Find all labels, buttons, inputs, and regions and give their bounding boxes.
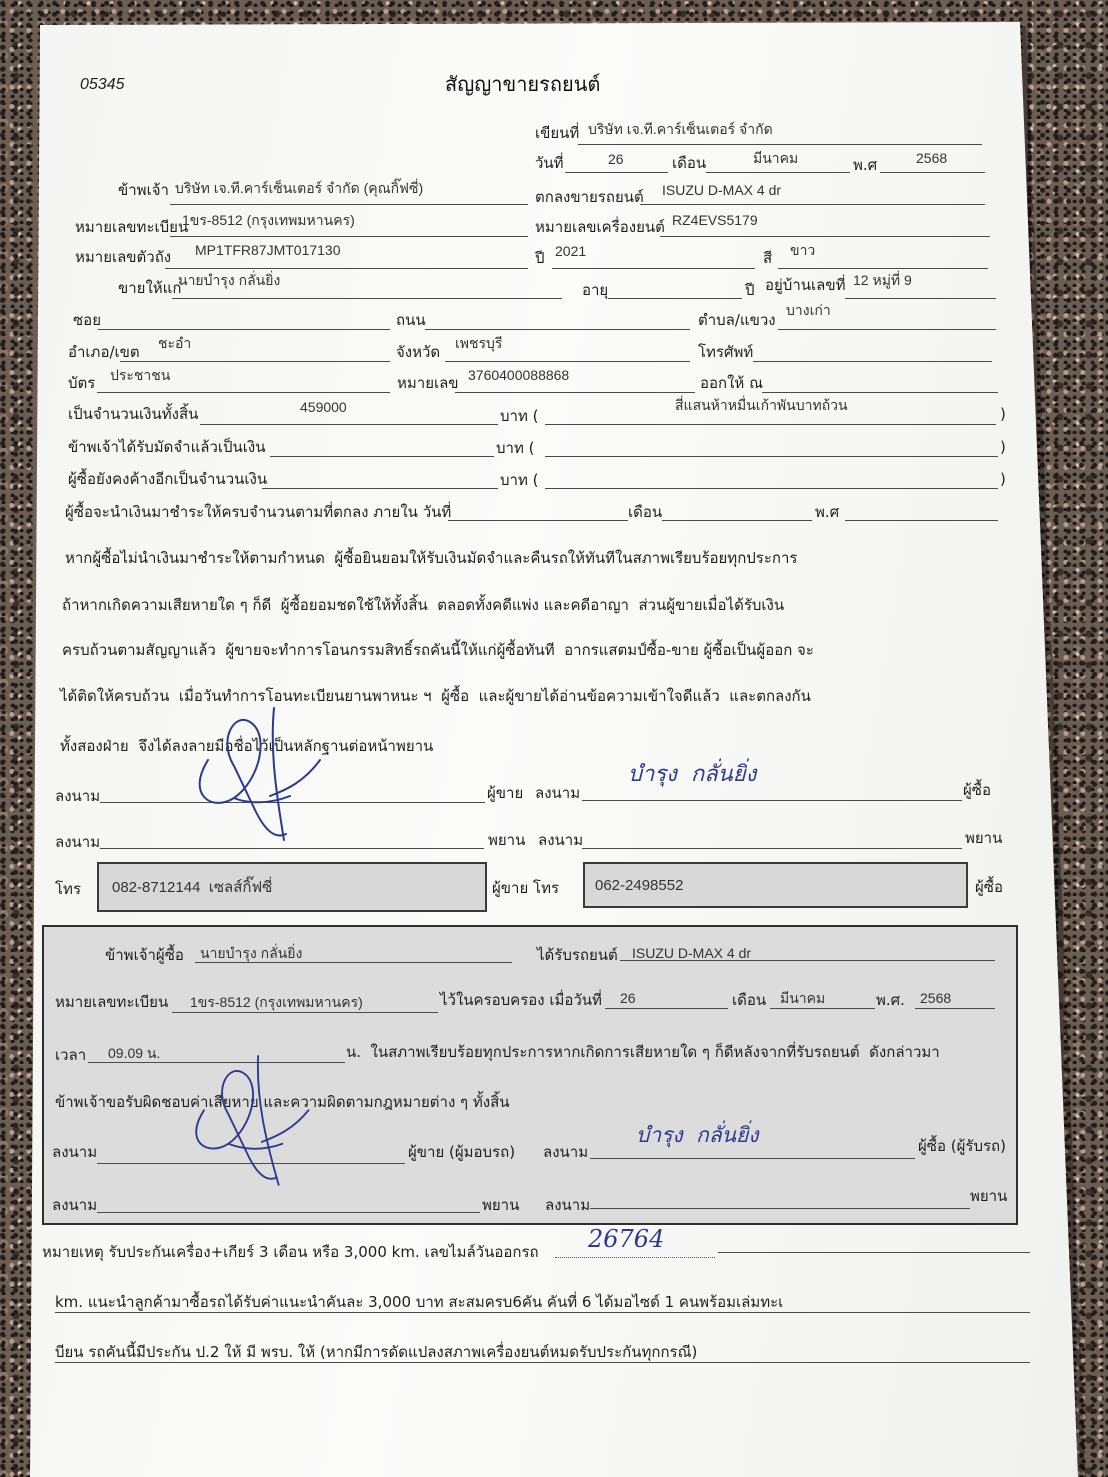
written-at-value: บริษัท เจ.ที.คาร์เซ็นเตอร์ จำกัด bbox=[588, 121, 773, 137]
terms-line: ทั้งสองฝ่าย จึงได้ลงลายมือชื่อไว้เป็นหลักฐานต่อหน้าพยาน bbox=[60, 737, 434, 755]
sign-label: ลงนาม bbox=[52, 1196, 98, 1214]
fill-line bbox=[200, 424, 498, 425]
total-words-value: สี่แสนห้าหมื่นเก้าพันบาทถ้วน bbox=[675, 397, 848, 413]
fill-line bbox=[880, 172, 985, 173]
date-label: วันที่ bbox=[535, 154, 564, 172]
fill-line bbox=[608, 298, 742, 299]
buyer-value: นายบำรุง กลั่นยิ่ง bbox=[178, 272, 281, 288]
card-no-value: 3760400088868 bbox=[468, 367, 570, 383]
terms-line: ได้ติดให้ครบถ้วน เมื่อวันทำการโอนทะเบียนยานพาหนะ ฯ ผู้ซื้อ และผู้ขายได้อ่านข้อความเข้าใจดีแล้ว และตกลงกัน bbox=[60, 687, 811, 705]
mileage-value: 26764 bbox=[588, 1225, 665, 1253]
engine-label: หมายเลขเครื่องยนต์ bbox=[535, 218, 665, 236]
engine-value: RZ4EVS5179 bbox=[672, 212, 758, 228]
pay-month-label: เดือน bbox=[628, 503, 663, 521]
province-value: เพชรบุรี bbox=[455, 335, 503, 351]
fill-line bbox=[170, 204, 528, 205]
deposit-label: ข้าพเจ้าได้รับมัดจำแล้วเป็นเงิน bbox=[68, 438, 266, 456]
district-label: อำเภอ/เขต bbox=[68, 343, 140, 361]
receipt-seller-role: ผู้ขาย (ผู้มอบรถ) bbox=[408, 1143, 516, 1161]
seller-role: ผู้ขาย bbox=[487, 784, 524, 802]
receipt-plate-label: หมายเลขทะเบียน bbox=[55, 993, 169, 1011]
terms-line: หากผู้ซื้อไม่นำเงินมาชำระให้ตามกำหนด ผู้ซื้อยินยอมให้รับเงินมัดจำและคืนรถให้ทันทีในสภาพเรียบร้อยทุกประการ bbox=[65, 549, 798, 567]
witness-role: พยาน bbox=[970, 1187, 1008, 1205]
baht-open: บาท ( bbox=[496, 439, 535, 457]
seller-phone-value: 082-8712144 เซลส์กิ๊ฟซี่ bbox=[112, 879, 273, 896]
rule-line bbox=[718, 1252, 1030, 1253]
chassis-value: MP1TFR87JMT017130 bbox=[195, 242, 341, 258]
liability-text: ข้าพเจ้าขอรับผิดชอบค่าเสียหาย และความผิดตามกฎหมายต่าง ๆ ทั้งสิ้น bbox=[55, 1093, 510, 1111]
fill-line bbox=[552, 268, 755, 269]
note-line-2: km. แนะนำลูกค้ามาซื้อรถได้รับค่าแนะนำคันละ 3,000 บาท สะสมครบ6คัน คันที่ 6 ได้มอไซด์ 1 คนพร้อมเล่มทะเ bbox=[55, 1293, 784, 1311]
note-line-1: หมายเหตุ รับประกันเครื่อง+เกียร์ 3 เดือน หรือ 3,000 km. เลขไมล์วันออกรถ bbox=[42, 1243, 539, 1261]
document-number: 05345 bbox=[80, 76, 125, 93]
soi-label: ซอย bbox=[73, 311, 101, 329]
signature-stroke bbox=[196, 1056, 308, 1185]
car-year-value: 2021 bbox=[555, 243, 587, 259]
time-label: เวลา bbox=[55, 1046, 87, 1064]
receipt-buyer-role: ผู้ซื้อ (ผู้รับรถ) bbox=[918, 1137, 1006, 1155]
fill-line bbox=[660, 236, 990, 237]
note-line-3: บียน รถคันนี้มีประกัน ป.2 ให้ มี พรบ. ให้ (หากมีการดัดแปลงสภาพเครื่องยนต์หมดรับประกันทุกกรณี) bbox=[55, 1343, 698, 1361]
fill-line bbox=[770, 1008, 875, 1009]
fill-line bbox=[97, 392, 390, 393]
card-label: บัตร bbox=[68, 374, 96, 392]
card-type-value: ประชาชน bbox=[110, 367, 171, 383]
receipt-year-label: พ.ศ. bbox=[876, 991, 905, 1009]
fill-line bbox=[170, 236, 528, 237]
color-label: สี bbox=[763, 249, 773, 267]
issued-at-label: ออกให้ ณ bbox=[700, 374, 763, 392]
receipt-car-model: ISUZU D-MAX 4 dr bbox=[632, 945, 752, 961]
subdistrict-value: บางเก่า bbox=[786, 302, 831, 318]
buyer-signature: บำรุง กลั่นยิ่ง bbox=[628, 762, 757, 787]
fill-line bbox=[706, 172, 850, 173]
buyer-phone-value: 062-2498552 bbox=[595, 877, 684, 894]
fill-line bbox=[545, 424, 996, 425]
receipt-buyer-value: นายบำรุง กลั่นยิ่ง bbox=[200, 945, 303, 961]
subdistrict-label: ตำบล/แขวง bbox=[698, 311, 776, 329]
car-year-label: ปี bbox=[535, 249, 545, 267]
phone-label: โทรศัพท์ bbox=[698, 343, 754, 361]
witness-role: พยาน bbox=[965, 829, 1003, 847]
seller-label: ข้าพเจ้า bbox=[118, 181, 169, 199]
total-label: เป็นจำนวนเงินทั้งสิ้น bbox=[68, 405, 199, 423]
terms-line: ถ้าหากเกิดความเสียหายใด ๆ ก็ดี ผู้ซื้อยอมชดใช้ให้ทั้งสิ้น ตลอดทั้งคดีแพ่ง และคดีอาญา ส่วนผู้ขายเมื่อได้รับเงิน bbox=[62, 596, 785, 614]
sign-label: ลงนาม bbox=[538, 831, 584, 849]
close-paren: ) bbox=[1000, 405, 1006, 423]
written-at-label: เขียนที่ bbox=[535, 124, 580, 142]
receipt-day: 26 bbox=[620, 990, 636, 1006]
date-month: มีนาคม bbox=[753, 150, 799, 166]
sign-label: ลงนาม bbox=[535, 784, 581, 802]
date-year: 2568 bbox=[916, 150, 948, 166]
buyer-label: ขายให้แก่ bbox=[118, 279, 182, 297]
road-label: ถนน bbox=[396, 311, 426, 329]
color-value: ขาว bbox=[790, 242, 816, 258]
close-paren: ) bbox=[1000, 470, 1006, 488]
plate-label: หมายเลขทะเบียน bbox=[75, 218, 189, 236]
fill-line bbox=[172, 1012, 438, 1013]
close-paren: ) bbox=[1000, 438, 1006, 456]
signature-stroke bbox=[200, 708, 320, 840]
witness-role: พยาน bbox=[488, 831, 526, 849]
fill-line bbox=[762, 392, 998, 393]
baht-open: บาท ( bbox=[500, 407, 539, 425]
fill-line bbox=[545, 488, 998, 489]
fill-line bbox=[578, 144, 982, 145]
balance-label: ผู้ซื้อยังคงค้างอีกเป็นจำนวนเงิน bbox=[68, 470, 268, 488]
seller-signature bbox=[178, 700, 328, 845]
sign-label: ลงนาม bbox=[55, 833, 101, 851]
terms-line: ครบถ้วนตามสัญญาแล้ว ผู้ขายจะทำการโอนกรรมสิทธิ์รถคันนี้ให้แก่ผู้ซื้อทันที อากรแสตมป์ซื้อ-ขาย ผู้ซื้อเป็นผู้ออก จะ bbox=[62, 641, 814, 659]
fill-line bbox=[620, 960, 995, 961]
fill-line bbox=[845, 520, 998, 521]
fill-line bbox=[98, 329, 390, 330]
witness-role: พยาน bbox=[482, 1196, 520, 1214]
fill-line bbox=[172, 298, 562, 299]
receipt-seller-signature bbox=[176, 1050, 316, 1190]
fill-line bbox=[778, 268, 988, 269]
fill-line bbox=[605, 1008, 728, 1009]
receipt-month-label: เดือน bbox=[732, 991, 767, 1009]
buyer-role: ผู้ซื้อ bbox=[963, 781, 991, 799]
fill-line bbox=[425, 329, 690, 330]
fill-line bbox=[582, 848, 962, 849]
plate-value: 1ขร-8512 (กรุงเทพมหานคร) bbox=[182, 212, 355, 228]
month-label: เดือน bbox=[672, 154, 707, 172]
fill-line bbox=[565, 172, 668, 173]
fill-line bbox=[582, 800, 962, 801]
fill-line bbox=[97, 1212, 480, 1213]
fill-line bbox=[778, 329, 996, 330]
date-day: 26 bbox=[608, 151, 624, 167]
agree-sell-label: ตกลงขายรถยนต์ bbox=[535, 188, 644, 206]
sign-label: ลงนาม bbox=[52, 1143, 98, 1161]
rule-line bbox=[55, 1362, 1030, 1363]
fill-line bbox=[753, 361, 992, 362]
receipt-plate-value: 1ขร-8512 (กรุงเทพมหานคร) bbox=[190, 994, 363, 1010]
year-label: พ.ศ bbox=[853, 156, 878, 174]
fill-line bbox=[100, 848, 484, 849]
receipt-buyer-signature: บำรุง กลั่นยิ่ง bbox=[636, 1123, 759, 1147]
age-label: อายุ bbox=[582, 281, 609, 299]
tel-label: โทร bbox=[55, 880, 82, 898]
sign-label: ลงนาม bbox=[545, 1196, 591, 1214]
fill-line bbox=[915, 1008, 995, 1009]
pay-year-label: พ.ศ bbox=[815, 503, 840, 521]
sign-label: ลงนาม bbox=[543, 1143, 589, 1161]
receipt-month: มีนาคม bbox=[780, 990, 826, 1006]
time-value: 09.09 น. bbox=[108, 1045, 161, 1061]
fill-line bbox=[845, 298, 996, 299]
fill-line bbox=[448, 520, 628, 521]
fill-line bbox=[270, 456, 494, 457]
fill-line bbox=[590, 1208, 970, 1209]
fill-line bbox=[590, 1158, 915, 1159]
pay-by-label: ผู้ซื้อจะนำเงินมาชำระให้ครบจำนวนตามที่ตกลง ภายใน วันที่ bbox=[65, 503, 452, 521]
fill-line bbox=[165, 268, 528, 269]
age-unit: ปี bbox=[745, 281, 755, 299]
fill-line bbox=[195, 962, 512, 963]
chassis-label: หมายเลขตัวถัง bbox=[75, 248, 172, 266]
fill-line bbox=[640, 204, 985, 205]
district-value: ชะอำ bbox=[158, 335, 192, 351]
fill-line bbox=[262, 488, 498, 489]
possession-label: ไว้ในครอบครอง เมื่อวันที่ bbox=[440, 991, 602, 1009]
fill-line bbox=[120, 361, 390, 362]
baht-open: บาท ( bbox=[500, 471, 539, 489]
province-label: จังหวัด bbox=[396, 343, 441, 361]
receipt-year: 2568 bbox=[920, 990, 952, 1006]
received-label: ได้รับรถยนต์ bbox=[537, 946, 618, 964]
document-title: สัญญาขายรถยนต์ bbox=[445, 72, 601, 96]
total-value: 459000 bbox=[300, 399, 347, 415]
fill-line bbox=[455, 392, 695, 393]
fill-line bbox=[662, 520, 812, 521]
house-no-label: อยู่บ้านเลขที่ bbox=[765, 276, 846, 294]
rule-line bbox=[55, 1312, 1030, 1313]
card-no-label: หมายเลข bbox=[397, 374, 459, 392]
fill-line bbox=[445, 361, 690, 362]
condition-text: น. ในสภาพเรียบร้อยทุกประการหากเกิดการเสียหายใด ๆ ก็ดีหลังจากที่รับรถยนต์ ดังกล่าวมา bbox=[346, 1043, 940, 1061]
receipt-buyer-label: ข้าพเจ้าผู้ซื้อ bbox=[105, 946, 184, 964]
seller-value: บริษัท เจ.ที.คาร์เซ็นเตอร์ จำกัด (คุณกิ๊ฟซี่) bbox=[175, 180, 424, 196]
seller-tel-label: ผู้ขาย โทร bbox=[492, 879, 560, 897]
buyer-role: ผู้ซื้อ bbox=[975, 878, 1003, 896]
mileage-dotted-line bbox=[555, 1257, 715, 1258]
sign-label: ลงนาม bbox=[55, 787, 101, 805]
fill-line bbox=[545, 456, 998, 457]
house-no-value: 12 หมู่ที่ 9 bbox=[853, 272, 912, 288]
car-model-value: ISUZU D-MAX 4 dr bbox=[662, 182, 782, 198]
